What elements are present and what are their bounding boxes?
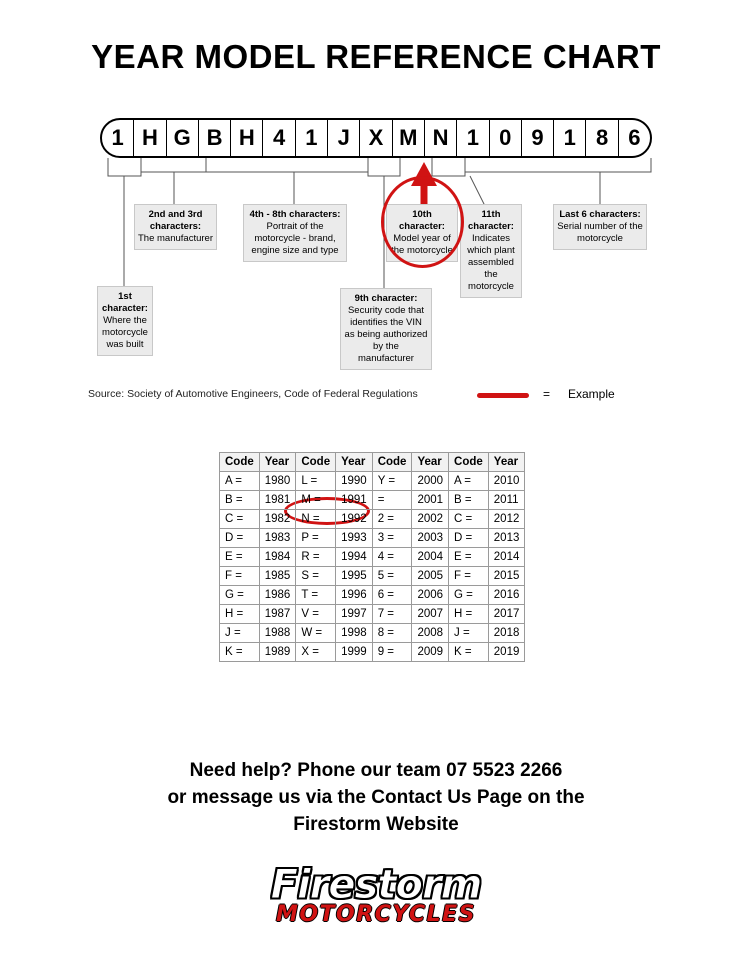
- callout-body: The manufacturer: [138, 233, 213, 244]
- cell-year: 1990: [336, 472, 373, 491]
- callout-second-third-characters: [134, 204, 217, 250]
- column-header: Year: [259, 453, 296, 472]
- vin-character: 6: [628, 125, 641, 150]
- vin-character: 9: [522, 120, 554, 156]
- cell-code: Y =: [372, 472, 412, 491]
- column-header: Code: [296, 453, 336, 472]
- source-note: Source: Society of Automotive Engineers, Code of Federal Regulations: [88, 388, 418, 400]
- cell-code: B =: [220, 491, 260, 510]
- cell-year: 2009: [412, 643, 449, 662]
- cell-code: D =: [449, 529, 489, 548]
- cell-code: 7 =: [372, 605, 412, 624]
- callout-first-character: [97, 286, 153, 356]
- firestorm-logo: [196, 862, 556, 934]
- cell-code: G =: [220, 586, 260, 605]
- vin-character: 1: [554, 120, 586, 156]
- column-header: Code: [449, 453, 489, 472]
- callout-heading: 4th - 8th characters:: [249, 209, 341, 220]
- cell-year: 2007: [412, 605, 449, 624]
- vin-capsule: [100, 118, 652, 158]
- column-header: Code: [220, 453, 260, 472]
- cell-year: 2018: [488, 624, 525, 643]
- cell-code: N =: [296, 510, 336, 529]
- cell-year: 1994: [336, 548, 373, 567]
- callout-last-six-characters: [553, 204, 647, 250]
- callout-body: Security code that identifies the VIN as being authorized by the manufacturer: [344, 305, 428, 364]
- help-text: [0, 757, 752, 838]
- cell-year: 2003: [412, 529, 449, 548]
- help-line-1: Need help? Phone our team 07 5523 2266: [189, 760, 563, 781]
- cell-code: P =: [296, 529, 336, 548]
- cell-code: A =: [220, 472, 260, 491]
- callout-heading: 2nd and 3rd characters:: [148, 209, 203, 232]
- cell-year: 2014: [488, 548, 525, 567]
- cell-year: 2015: [488, 567, 525, 586]
- cell-code: V =: [296, 605, 336, 624]
- cell-year: 1988: [259, 624, 296, 643]
- legend-equals: =: [543, 387, 551, 401]
- vin-character: X: [360, 120, 392, 156]
- cell-year: 1998: [336, 624, 373, 643]
- table-row: [220, 491, 525, 510]
- cell-code: 3 =: [372, 529, 412, 548]
- callout-body: Serial number of the motorcycle: [557, 221, 643, 244]
- cell-code: C =: [220, 510, 260, 529]
- callout-body: Model year of the motorcycle: [391, 233, 453, 256]
- cell-year: 1992: [336, 510, 373, 529]
- logo-subtitle: MOTORCYCLES: [275, 902, 477, 927]
- table-row: [220, 472, 525, 491]
- cell-year: 1989: [259, 643, 296, 662]
- vin-character: B: [199, 120, 231, 156]
- cell-code: A =: [449, 472, 489, 491]
- cell-code: K =: [449, 643, 489, 662]
- cell-year: 2017: [488, 605, 525, 624]
- cell-year: 1999: [336, 643, 373, 662]
- cell-year: 2010: [488, 472, 525, 491]
- callout-body: Portrait of the motorcycle - brand, engine size and type: [251, 221, 339, 256]
- vin-character: 4: [263, 120, 295, 156]
- cell-year: 1993: [336, 529, 373, 548]
- cell-code: M =: [296, 491, 336, 510]
- column-header: Year: [336, 453, 373, 472]
- cell-year: 2005: [412, 567, 449, 586]
- cell-code: B =: [449, 491, 489, 510]
- vin-character: 1: [296, 120, 328, 156]
- cell-code: 8 =: [372, 624, 412, 643]
- callout-fourth-eighth-characters: [243, 204, 347, 262]
- cell-code: E =: [220, 548, 260, 567]
- vin-character: H: [134, 120, 166, 156]
- cell-code: J =: [220, 624, 260, 643]
- cell-year: 1997: [336, 605, 373, 624]
- cell-code: H =: [220, 605, 260, 624]
- cell-year: 2004: [412, 548, 449, 567]
- cell-code: D =: [220, 529, 260, 548]
- cell-year: 1983: [259, 529, 296, 548]
- column-header: Year: [488, 453, 525, 472]
- cell-year: 1987: [259, 605, 296, 624]
- callout-heading: 11th character:: [468, 209, 514, 232]
- cell-year: 1984: [259, 548, 296, 567]
- cell-year: 2011: [488, 491, 525, 510]
- cell-code: G =: [449, 586, 489, 605]
- help-line-3: Firestorm Website: [293, 814, 459, 835]
- vin-character: 0: [490, 120, 522, 156]
- help-line-2: or message us via the Contact Us Page on the: [167, 787, 585, 808]
- cell-year: 2006: [412, 586, 449, 605]
- vin-character: M: [393, 120, 425, 156]
- cell-code: 4 =: [372, 548, 412, 567]
- cell-year: 2008: [412, 624, 449, 643]
- callout-body: Where the motorcycle was built: [102, 315, 148, 350]
- cell-code: R =: [296, 548, 336, 567]
- vin-character: 1: [457, 120, 489, 156]
- cell-code: W =: [296, 624, 336, 643]
- callout-heading: 10th character:: [399, 209, 445, 232]
- callout-heading: Last 6 characters:: [559, 209, 641, 220]
- table-row: [220, 548, 525, 567]
- cell-year: 1995: [336, 567, 373, 586]
- cell-code: =: [372, 491, 412, 510]
- cell-code: T =: [296, 586, 336, 605]
- cell-year: 1980: [259, 472, 296, 491]
- cell-code: E =: [449, 548, 489, 567]
- vin-character: 8: [586, 120, 618, 156]
- table-row: [220, 510, 525, 529]
- year-code-table: [219, 452, 525, 662]
- cell-year: 2019: [488, 643, 525, 662]
- cell-code: F =: [449, 567, 489, 586]
- table-row: [220, 567, 525, 586]
- cell-code: 2 =: [372, 510, 412, 529]
- cell-year: 2002: [412, 510, 449, 529]
- table-row: [220, 624, 525, 643]
- column-header: Year: [412, 453, 449, 472]
- callout-eleventh-character: [460, 204, 522, 298]
- vin-character: J: [328, 120, 360, 156]
- callout-body: Indicates which plant assembled the motorcycle: [467, 233, 515, 292]
- cell-year: 1991: [336, 491, 373, 510]
- cell-code: 6 =: [372, 586, 412, 605]
- cell-year: 1982: [259, 510, 296, 529]
- table-header-row: [220, 453, 525, 472]
- table-row: [220, 529, 525, 548]
- cell-code: 5 =: [372, 567, 412, 586]
- callout-heading: 9th character:: [354, 293, 418, 304]
- table-row: [220, 643, 525, 662]
- cell-year: 2012: [488, 510, 525, 529]
- callout-heading: 1st character:: [102, 291, 148, 314]
- callout-tenth-character: [386, 204, 458, 262]
- cell-year: 2016: [488, 586, 525, 605]
- vin-character: 1: [102, 120, 134, 156]
- table-row: [220, 605, 525, 624]
- column-header: Code: [372, 453, 412, 472]
- legend-label: Example: [568, 387, 615, 401]
- vin-character: N: [425, 120, 457, 156]
- cell-year: 1981: [259, 491, 296, 510]
- cell-year: 2013: [488, 529, 525, 548]
- cell-year: 2000: [412, 472, 449, 491]
- table-row: [220, 586, 525, 605]
- cell-year: 1986: [259, 586, 296, 605]
- cell-code: S =: [296, 567, 336, 586]
- logo-wordmark: Firestorm: [270, 862, 482, 908]
- vin-character: H: [231, 120, 263, 156]
- legend-red-bar-icon: [477, 393, 529, 398]
- callout-ninth-character: [340, 288, 432, 370]
- cell-code: F =: [220, 567, 260, 586]
- cell-year: 1985: [259, 567, 296, 586]
- cell-code: X =: [296, 643, 336, 662]
- cell-code: L =: [296, 472, 336, 491]
- cell-code: H =: [449, 605, 489, 624]
- cell-code: J =: [449, 624, 489, 643]
- cell-code: K =: [220, 643, 260, 662]
- vin-character: G: [167, 120, 199, 156]
- cell-year: 2001: [412, 491, 449, 510]
- cell-code: C =: [449, 510, 489, 529]
- cell-year: 1996: [336, 586, 373, 605]
- cell-code: 9 =: [372, 643, 412, 662]
- page-title: YEAR MODEL REFERENCE CHART: [91, 38, 661, 75]
